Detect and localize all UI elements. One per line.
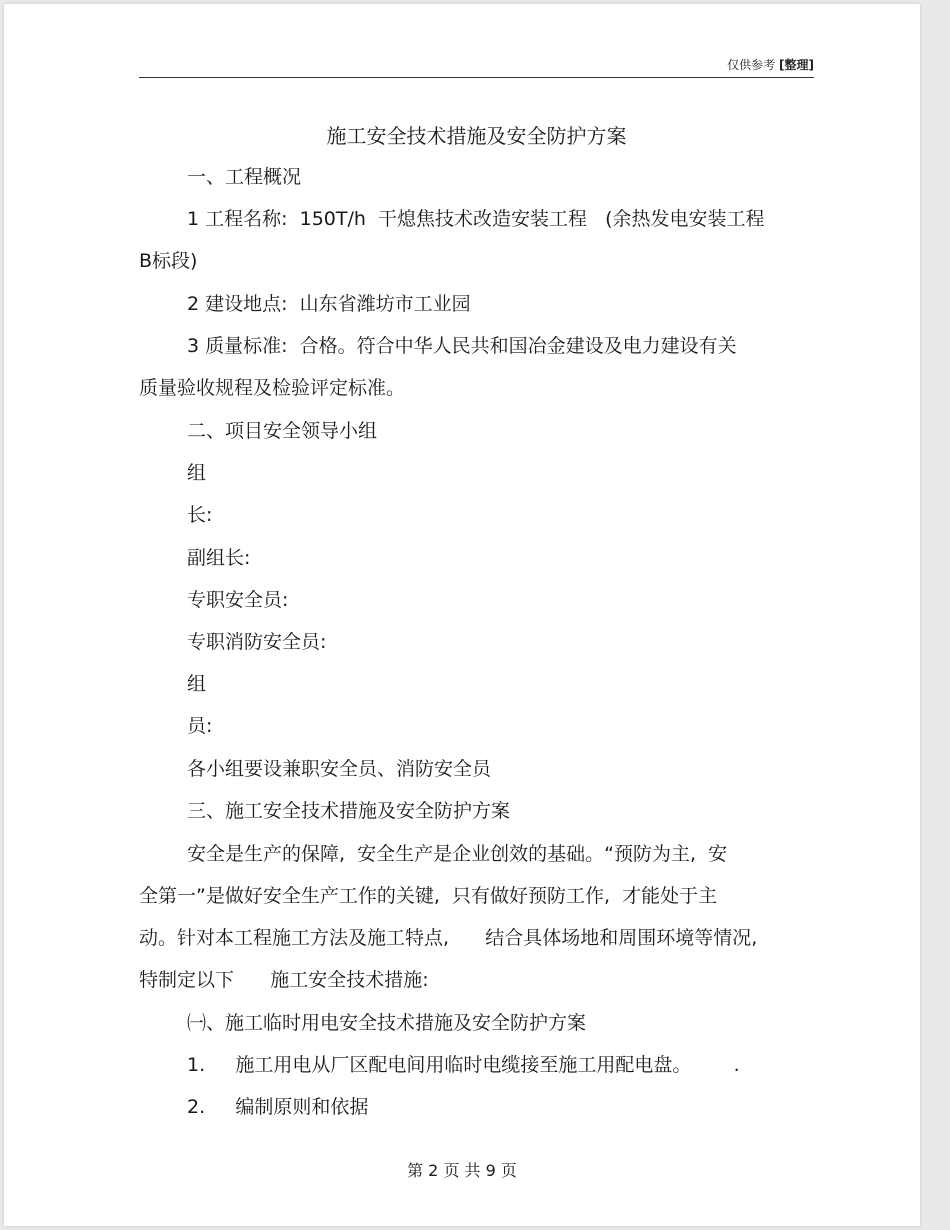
- project-name-line: 1 工程名称: 150T/h 干熄焦技术改造安装工程 (余热发电安装工程: [187, 208, 765, 230]
- header-text: 仅供参考: [727, 58, 776, 72]
- member-label-part1: 组: [187, 673, 207, 695]
- paragraph-line-4: 特制定以下 施工安全技术措施:: [139, 969, 429, 991]
- header-tag: [整理]: [779, 58, 814, 72]
- safety-officer-label: 专职安全员:: [187, 589, 289, 611]
- leader-label-part2: 长:: [187, 504, 213, 526]
- project-name-line-cont: B标段): [139, 250, 198, 272]
- paragraph-line-1: 安全是生产的保障, 安全生产是企业创效的基础。“预防为主, 安: [187, 843, 728, 865]
- group-safety-note: 各小组要设兼职安全员、消防安全员: [187, 758, 492, 780]
- quality-standard-line: 3 质量标准: 合格。符合中华人民共和国冶金建设及电力建设有关: [187, 335, 737, 357]
- document-title: 施工安全技术措施及安全防护方案: [326, 124, 627, 148]
- section-heading-leadership: 二、项目安全领导小组: [187, 420, 378, 442]
- page-number-footer: 第 2 页 共 9 页: [407, 1161, 517, 1180]
- section-heading-measures: 三、施工安全技术措施及安全防护方案: [187, 800, 511, 822]
- deputy-leader-label: 副组长:: [187, 547, 251, 569]
- fire-safety-officer-label: 专职消防安全员:: [187, 631, 327, 653]
- list-item-1: 1. 施工用电从厂区配电间用临时电缆接至施工用配电盘。 .: [187, 1054, 740, 1076]
- header-divider: [139, 77, 814, 78]
- paragraph-line-3: 动。针对本工程施工方法及施工特点, 结合具体场地和周围环境等情况,: [139, 927, 758, 949]
- quality-standard-line-cont: 质量验收规程及检验评定标准。: [139, 377, 406, 399]
- member-label-part2: 员:: [187, 715, 213, 737]
- leader-label-part1: 组: [187, 462, 207, 484]
- page-header: [139, 56, 814, 73]
- construction-site-line: 2 建设地点: 山东省潍坊市工业园: [187, 293, 471, 315]
- list-item-2: 2. 编制原则和依据: [187, 1096, 369, 1118]
- paragraph-line-2: 全第一”是做好安全生产工作的关键, 只有做好预防工作, 才能处于主: [139, 885, 718, 907]
- document-page: [4, 4, 920, 1226]
- subsection-heading-power: ㈠、施工临时用电安全技术措施及安全防护方案: [187, 1012, 587, 1034]
- section-heading-overview: 一、工程概况: [187, 166, 302, 188]
